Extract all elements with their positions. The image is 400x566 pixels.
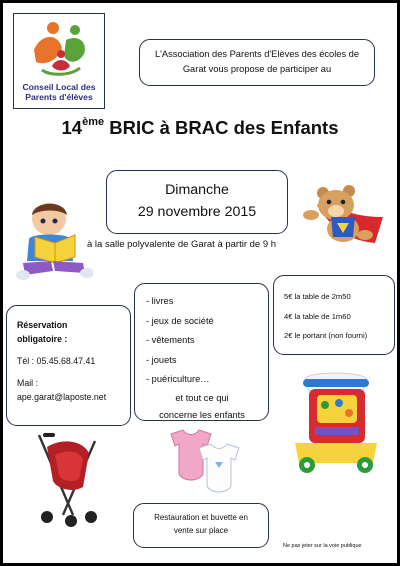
flyer (3, 3, 397, 563)
prices-box (273, 275, 395, 355)
stroller-icon (33, 431, 107, 527)
item-line: - puériculture… (146, 374, 210, 384)
teddy-bear-icon (303, 181, 391, 251)
association-box (139, 39, 375, 86)
association-line-1: L'Association des Parents d'Elèves des écoles de (154, 49, 360, 59)
items-tail-2: concerne les enfants (159, 409, 245, 420)
parents-logo-icon (28, 20, 92, 80)
title-text: BRIC à BRAC des Enfants (109, 117, 339, 138)
venue-text: à la salle polyvalente de Garat à partir de 9 h (87, 239, 277, 250)
baby-walker-toy-icon (289, 371, 385, 475)
restauration-box (133, 503, 269, 548)
logo-line-1: Conseil Local des (22, 82, 96, 92)
reservation-heading-2: obligatoire : (17, 334, 68, 344)
item-line: - jouets (146, 354, 177, 365)
items-tail-1: et tout ce qui (175, 392, 229, 403)
date-full: 29 novembre 2015 (137, 204, 257, 220)
item-line: - livres (146, 296, 174, 306)
event-title (3, 117, 397, 139)
reservation-phone: Tél : 05.45.68.47.41 (17, 356, 96, 366)
date-day: Dimanche (165, 182, 229, 198)
reservation-email: ape.garat@laposte.net (17, 392, 107, 402)
price-line: 2€ le portant (non fourni) (284, 331, 368, 340)
reservation-heading-1: Réservation (17, 320, 68, 330)
item-line: - vêtements (146, 335, 195, 345)
title-number: 14 (61, 117, 83, 138)
child-reading-icon (13, 199, 93, 283)
restauration-line-1: Restauration et buvette en (154, 513, 248, 522)
restauration-line-2: vente sur place (173, 526, 229, 535)
items-box (134, 283, 269, 421)
title-suffix: ème (82, 115, 105, 128)
logo (13, 13, 105, 109)
footer-note: Ne pas jeter sur la voie publique (283, 543, 362, 549)
price-line: 5€ la table de 2m50 (284, 292, 351, 301)
association-line-2: Garat vous propose de participer au (182, 64, 332, 74)
baby-bodysuits-icon (165, 428, 247, 496)
price-line: 4€ la table de 1m60 (284, 311, 351, 321)
reservation-mail-label: Mail : (17, 378, 39, 388)
reservation-box (6, 305, 131, 426)
date-box (106, 170, 288, 234)
item-line: - jeux de société (146, 315, 214, 326)
logo-line-2: Parents d'élèves (25, 92, 93, 102)
